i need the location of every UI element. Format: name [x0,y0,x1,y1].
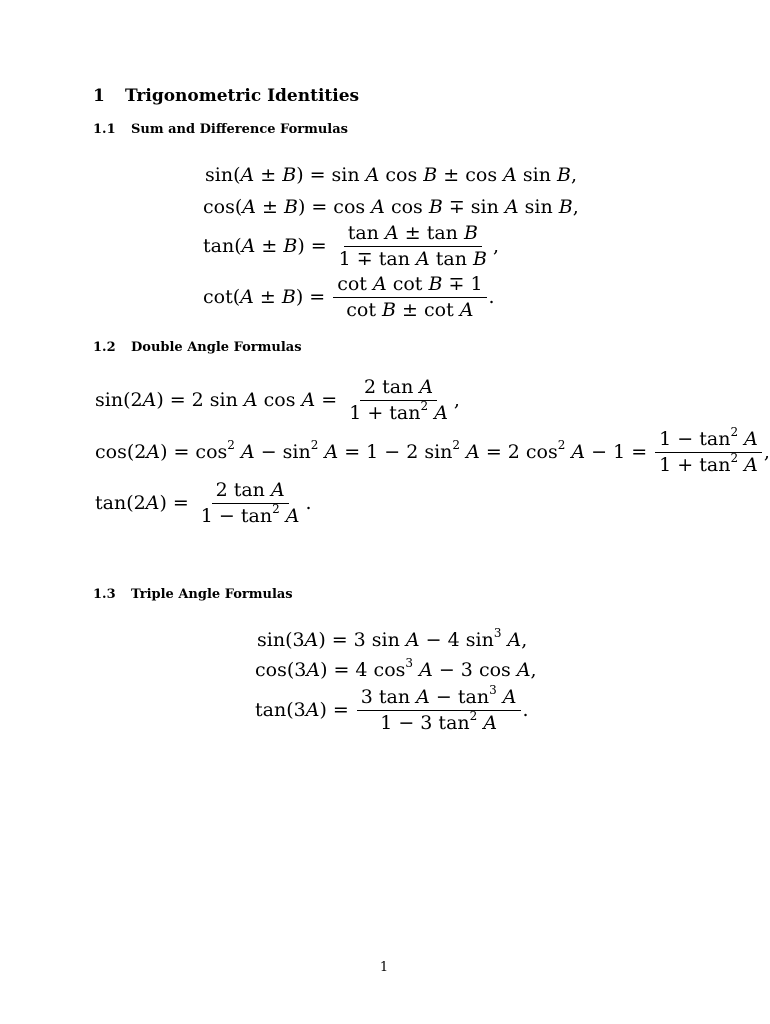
subsection-title-2 [93,340,302,355]
page-number: 1 [379,960,389,975]
equation-tan-sum: tan(A ± B) = $\frac{\text{tan A ± tan B}}{\text{1 ∓ tan A tan B}}$ , [203,222,500,270]
subsection-heading: Double Angle Formulas [131,340,302,355]
equation-tan-double: tan(2A) = $\frac{\text{2 tan A}}{1 - \tan^2 A}$ . [95,479,312,527]
section-heading: Trigonometric Identities [125,86,360,106]
equation-sin-sum: sin(A ± B) = sin A cos B ± cos A sin B, [205,164,578,186]
subsection-number: 1.2 [93,340,116,355]
subsection-heading: Sum and Difference Formulas [131,122,348,137]
section-title [93,86,359,106]
subsection-title-1 [93,122,348,137]
subsection-number: 1.3 [93,587,116,602]
equation-sin-double: sin(2A) = 2 sin A cos A = $\frac{\text{2 tan A}}{1 + \tan^2 A}$ , [95,376,460,424]
equation-cos-double: cos(2A) = $\cos^2 A - \sin^2 A$ = 1 − 2 $\sin^2 A$ = 2 $\cos^2 A - 1$ = $\frac{1 - \tan^2 A}{1 + \tan^2 A}$ , [95,425,770,476]
equation-cos-triple: cos(3A) = 4 $\cos^3 A - 3$ cos A, [255,656,537,681]
equation-cot-sum: cot(A ± B) = $\frac{\text{cot A cot B ∓ 1}}{\text{cot B ± cot A}}$ . [203,273,495,321]
section-number: 1 [93,86,105,106]
subsection-title-3 [93,587,293,602]
subsection-number: 1.1 [93,122,116,137]
equation-cos-sum: cos(A ± B) = cos A cos B ∓ sin A sin B, [203,196,579,218]
equation-sin-triple: sin(3A) = 3 sin A − 4 $\sin^3 A$, [257,626,528,651]
equation-tan-triple: tan(3A) = $\frac{3 \tan A - \tan^3 A}{1 - 3 \tan^2 A}$ . [255,683,529,734]
subsection-heading: Triple Angle Formulas [131,587,293,602]
